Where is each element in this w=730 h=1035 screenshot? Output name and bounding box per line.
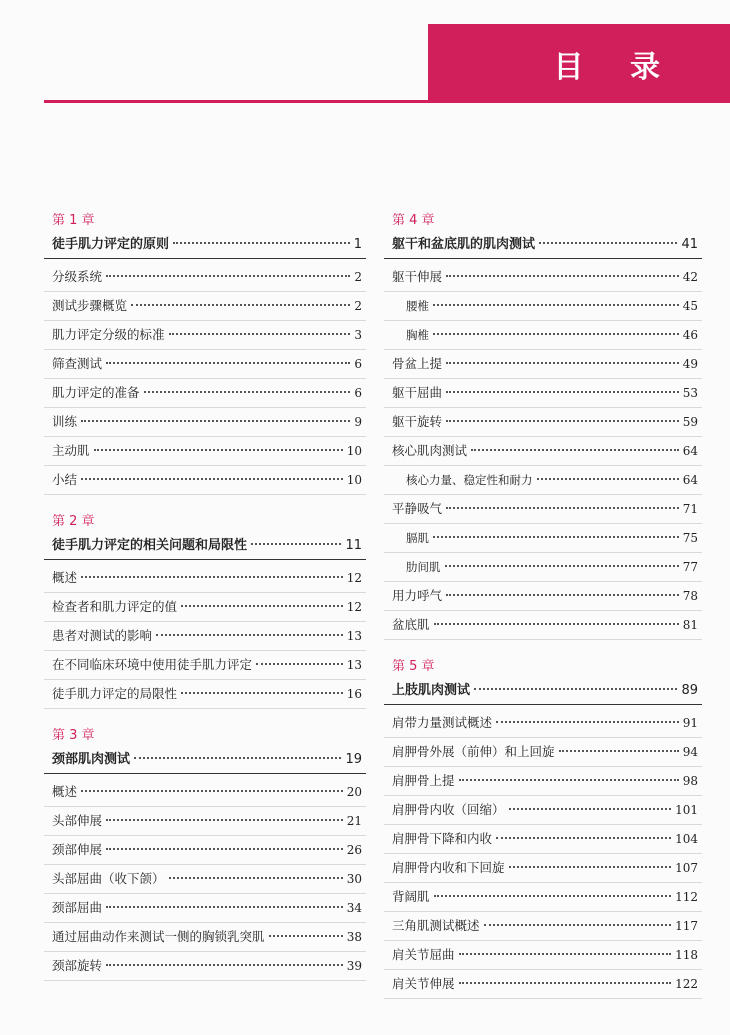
toc-entry[interactable]: [44, 865, 366, 894]
toc-entry[interactable]: [384, 883, 702, 912]
dot-leader: [434, 895, 672, 897]
chapter-title: 上肢肌肉测试: [392, 683, 471, 698]
dot-leader: [446, 391, 679, 393]
chapter-section: [44, 511, 366, 709]
entry-page-number: 98: [682, 774, 698, 788]
dot-leader: [537, 478, 679, 480]
entry-page-number: 64: [682, 473, 698, 487]
dot-leader: [559, 750, 679, 752]
entry-page-number: 71: [682, 502, 698, 516]
entry-page-number: 13: [346, 658, 362, 672]
entry-page-number: 122: [675, 977, 698, 991]
entry-title: 肩关节伸展: [392, 976, 455, 991]
dot-leader: [269, 935, 343, 937]
chapter-title: 躯干和盆底肌的肌肉测试: [392, 237, 536, 252]
header-band: [428, 24, 730, 100]
page-title: 目 录: [553, 50, 678, 85]
toc-entry[interactable]: [384, 941, 702, 970]
entry-page-number: 20: [346, 785, 362, 799]
toc-entry[interactable]: [384, 767, 702, 796]
dot-leader: [181, 692, 343, 694]
dot-leader: [106, 964, 343, 966]
dot-leader: [446, 362, 679, 364]
chapter-page-number: 11: [345, 538, 362, 553]
entry-title: 肌力评定分级的标准: [52, 327, 165, 342]
dot-leader: [106, 819, 343, 821]
entry-title: 肩胛骨外展（前伸）和上回旋: [392, 744, 555, 759]
chapter-page-number: 19: [345, 752, 362, 767]
chapter-section: [44, 725, 366, 981]
dot-leader: [433, 536, 679, 538]
chapter-title-link[interactable]: [44, 232, 366, 259]
dot-leader: [459, 779, 679, 781]
entry-page-number: 42: [682, 270, 698, 284]
dot-leader: [496, 837, 671, 839]
header-rule: [44, 100, 730, 103]
toc-entry[interactable]: [44, 408, 366, 437]
dot-leader: [144, 391, 351, 393]
entry-title: 用力呼气: [392, 588, 443, 603]
toc-entry[interactable]: [44, 622, 366, 651]
entry-page-number: 75: [682, 531, 698, 545]
entry-title: 肩胛骨上提: [392, 773, 455, 788]
entry-page-number: 26: [346, 843, 362, 857]
toc-entry[interactable]: [44, 807, 366, 836]
entry-page-number: 91: [682, 716, 698, 730]
entry-page-number: 49: [682, 357, 698, 371]
toc-entry[interactable]: [384, 796, 702, 825]
dot-leader: [474, 688, 677, 690]
entry-title: 核心肌肉测试: [392, 443, 468, 458]
entry-page-number: 81: [682, 618, 698, 632]
entry-title: 躯干伸展: [392, 269, 443, 284]
toc-entry[interactable]: [384, 825, 702, 854]
entry-page-number: 2: [354, 299, 362, 313]
toc-entry[interactable]: [44, 564, 366, 593]
entry-title: 三角肌测试概述: [392, 918, 480, 933]
toc-entry[interactable]: [44, 466, 366, 495]
toc-entry[interactable]: [44, 437, 366, 466]
toc-entry[interactable]: [384, 912, 702, 941]
entry-title: 肩胛骨内收和下回旋: [392, 860, 505, 875]
entry-page-number: 6: [354, 357, 362, 371]
dot-leader: [81, 576, 343, 578]
toc-entry[interactable]: [384, 970, 702, 999]
entry-page-number: 12: [346, 600, 362, 614]
dot-leader: [106, 362, 350, 364]
toc-entry[interactable]: [44, 680, 366, 709]
toc-entry[interactable]: [44, 379, 366, 408]
toc-entry[interactable]: [44, 651, 366, 680]
entry-title: 测试步骤概览: [52, 298, 128, 313]
chapter-label: 第 1 章: [52, 213, 95, 228]
toc-entry[interactable]: [384, 611, 702, 640]
entry-title: 腰椎: [406, 299, 429, 313]
entry-title: 头部伸展: [52, 813, 103, 828]
chapter-page-number: 89: [681, 683, 698, 698]
toc-entry[interactable]: [44, 952, 366, 981]
dot-leader: [173, 242, 350, 244]
entry-title: 在不同临床环境中使用徒手肌力评定: [52, 657, 253, 672]
toc-entry[interactable]: [384, 263, 702, 292]
dot-leader: [181, 605, 343, 607]
dot-leader: [131, 304, 350, 306]
dot-leader: [433, 304, 679, 306]
chapter-title: 颈部肌肉测试: [52, 752, 131, 767]
entry-title: 骨盆上提: [392, 356, 443, 371]
toc-entry[interactable]: [384, 408, 702, 437]
toc-subentry[interactable]: [384, 321, 702, 350]
chapter-label: 第 4 章: [392, 213, 435, 228]
entry-page-number: 77: [682, 560, 698, 574]
dot-leader: [106, 906, 343, 908]
toc-entry[interactable]: [384, 582, 702, 611]
chapter-section: [384, 210, 702, 640]
dot-leader: [433, 333, 679, 335]
chapter-label: 第 2 章: [52, 514, 95, 529]
entry-page-number: 9: [354, 415, 362, 429]
entry-title: 颈部旋转: [52, 958, 103, 973]
toc-entry[interactable]: [44, 321, 366, 350]
entry-title: 概述: [52, 784, 78, 799]
dot-leader: [81, 420, 350, 422]
chapter-label: 第 3 章: [52, 728, 95, 743]
chapter-page-number: 41: [681, 237, 698, 252]
dot-leader: [156, 634, 343, 636]
dot-leader: [459, 982, 672, 984]
entry-title: 概述: [52, 570, 78, 585]
chapter-title-link[interactable]: [384, 232, 702, 259]
chapter-title: 徒手肌力评定的相关问题和局限性: [52, 538, 248, 553]
dot-leader: [446, 275, 679, 277]
entry-title: 肩胛骨下降和内收: [392, 831, 493, 846]
entry-title: 训练: [52, 414, 78, 429]
entry-page-number: 53: [682, 386, 698, 400]
entry-title: 膈肌: [406, 531, 429, 545]
entry-title: 胸椎: [406, 328, 429, 342]
entry-page-number: 10: [346, 473, 362, 487]
toc-entry[interactable]: [44, 923, 366, 952]
entry-page-number: 38: [346, 930, 362, 944]
entry-title: 肩关节屈曲: [392, 947, 455, 962]
entry-page-number: 2: [354, 270, 362, 284]
entry-page-number: 94: [682, 745, 698, 759]
dot-leader: [434, 623, 679, 625]
entry-page-number: 6: [354, 386, 362, 400]
entry-page-number: 59: [682, 415, 698, 429]
chapter-label: 第 5 章: [392, 659, 435, 674]
toc-entry[interactable]: [384, 738, 702, 767]
dot-leader: [509, 866, 672, 868]
entry-title: 背阔肌: [392, 889, 430, 904]
entry-title: 分级系统: [52, 269, 103, 284]
toc-entry[interactable]: [384, 350, 702, 379]
entry-page-number: 34: [346, 901, 362, 915]
entry-page-number: 39: [346, 959, 362, 973]
toc-entry[interactable]: [44, 263, 366, 292]
entry-page-number: 112: [675, 890, 698, 904]
entry-page-number: 107: [675, 861, 698, 875]
entry-title: 检查者和肌力评定的值: [52, 599, 178, 614]
entry-title: 主动肌: [52, 443, 90, 458]
entry-page-number: 118: [675, 948, 698, 962]
toc-subentry[interactable]: [384, 524, 702, 553]
entry-page-number: 117: [675, 919, 698, 933]
chapter-section: [44, 210, 366, 495]
dot-leader: [169, 877, 343, 879]
toc-entry[interactable]: [44, 292, 366, 321]
toc-right-column: [384, 210, 702, 1015]
dot-leader: [459, 953, 672, 955]
entry-title: 通过屈曲动作来测试一侧的胸锁乳突肌: [52, 929, 265, 944]
chapter-page-number: 1: [353, 237, 362, 252]
entry-title: 颈部屈曲: [52, 900, 103, 915]
entry-page-number: 64: [682, 444, 698, 458]
dot-leader: [106, 848, 343, 850]
chapter-title-link[interactable]: [384, 678, 702, 705]
entry-title: 徒手肌力评定的局限性: [52, 686, 178, 701]
entry-title: 肩胛骨内收（回缩）: [392, 802, 505, 817]
dot-leader: [539, 242, 677, 244]
entry-page-number: 10: [346, 444, 362, 458]
dot-leader: [134, 757, 341, 759]
toc-left-column: [44, 210, 366, 997]
toc-entry[interactable]: [384, 709, 702, 738]
toc-subentry[interactable]: [384, 553, 702, 582]
toc-entry[interactable]: [384, 379, 702, 408]
chapter-title: 徒手肌力评定的原则: [52, 237, 170, 252]
entry-title: 核心力量、稳定性和耐力: [406, 473, 533, 487]
entry-title: 盆底肌: [392, 617, 430, 632]
entry-title: 肋间肌: [406, 560, 441, 574]
chapter-section: [384, 656, 702, 999]
dot-leader: [445, 565, 679, 567]
entry-page-number: 78: [682, 589, 698, 603]
toc-entry[interactable]: [384, 495, 702, 524]
entry-title: 肌力评定的准备: [52, 385, 140, 400]
dot-leader: [484, 924, 672, 926]
toc-entry[interactable]: [384, 437, 702, 466]
entry-title: 小结: [52, 472, 78, 487]
entry-page-number: 45: [682, 299, 698, 313]
dot-leader: [446, 594, 679, 596]
dot-leader: [94, 449, 343, 451]
entry-title: 肩带力量测试概述: [392, 715, 493, 730]
toc-entry[interactable]: [44, 836, 366, 865]
dot-leader: [256, 663, 343, 665]
dot-leader: [509, 808, 672, 810]
dot-leader: [81, 478, 343, 480]
dot-leader: [81, 790, 343, 792]
chapter-title-link[interactable]: [44, 533, 366, 560]
toc-entry[interactable]: [44, 350, 366, 379]
entry-page-number: 16: [346, 687, 362, 701]
entry-title: 头部屈曲（收下颌）: [52, 871, 165, 886]
entry-page-number: 21: [346, 814, 362, 828]
dot-leader: [496, 721, 679, 723]
entry-title: 颈部伸展: [52, 842, 103, 857]
entry-page-number: 104: [675, 832, 698, 846]
entry-page-number: 13: [346, 629, 362, 643]
toc-subentry[interactable]: [384, 292, 702, 321]
entry-title: 筛查测试: [52, 356, 103, 371]
entry-title: 患者对测试的影响: [52, 628, 153, 643]
entry-page-number: 101: [675, 803, 698, 817]
entry-page-number: 3: [354, 328, 362, 342]
dot-leader: [106, 275, 350, 277]
entry-page-number: 46: [682, 328, 698, 342]
toc-entry[interactable]: [44, 894, 366, 923]
dot-leader: [169, 333, 351, 335]
toc-entry[interactable]: [44, 778, 366, 807]
dot-leader: [471, 449, 679, 451]
entry-title: 躯干旋转: [392, 414, 443, 429]
entry-title: 躯干屈曲: [392, 385, 443, 400]
toc-entry[interactable]: [384, 854, 702, 883]
entry-page-number: 12: [346, 571, 362, 585]
toc-subentry[interactable]: [384, 466, 702, 495]
entry-title: 平静吸气: [392, 501, 443, 516]
entry-page-number: 30: [346, 872, 362, 886]
chapter-title-link[interactable]: [44, 747, 366, 774]
dot-leader: [446, 420, 679, 422]
dot-leader: [446, 507, 679, 509]
dot-leader: [251, 543, 341, 545]
toc-entry[interactable]: [44, 593, 366, 622]
